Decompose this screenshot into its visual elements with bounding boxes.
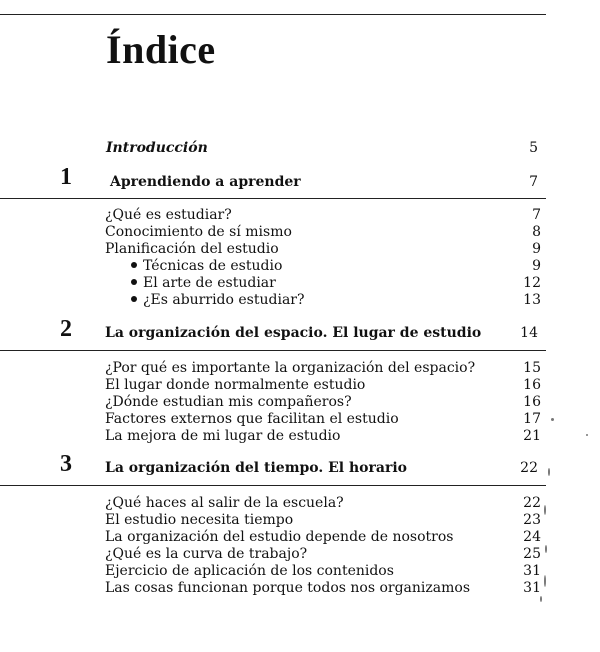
entry-page: 24 bbox=[523, 529, 541, 545]
entry-page: 9 bbox=[532, 241, 541, 257]
chapter-number: 1 bbox=[60, 164, 72, 190]
toc-entry bbox=[105, 546, 541, 563]
entry-text: La organización del estudio depende de nosotros bbox=[105, 529, 454, 545]
chapter-rule bbox=[0, 350, 546, 351]
top-rule bbox=[0, 14, 546, 15]
chapter-page: 14 bbox=[520, 325, 538, 341]
entry-page: 12 bbox=[523, 275, 541, 291]
entry-page: 21 bbox=[523, 428, 541, 444]
entry-text: El arte de estudiar bbox=[143, 275, 276, 291]
entry-text: Conocimiento de sí mismo bbox=[105, 224, 292, 240]
chapter-title: Aprendiendo a aprender bbox=[110, 174, 301, 190]
entry-text: El estudio necesita tiempo bbox=[105, 512, 294, 528]
chapter-rule bbox=[0, 485, 546, 486]
toc-entry bbox=[105, 292, 541, 309]
chapter-page: 22 bbox=[520, 460, 538, 476]
introduction-page: 5 bbox=[529, 140, 538, 156]
chapter-title: La organización del tiempo. El horario bbox=[105, 460, 407, 476]
bullet-icon bbox=[131, 296, 137, 302]
entry-text: ¿Qué es estudiar? bbox=[105, 207, 232, 223]
toc-entry bbox=[105, 241, 541, 258]
toc-entry bbox=[105, 411, 541, 428]
entry-text: Ejercicio de aplicación de los contenidos bbox=[105, 563, 394, 579]
scan-speck bbox=[545, 545, 547, 553]
entry-text: Técnicas de estudio bbox=[143, 258, 283, 274]
toc-entry bbox=[105, 207, 541, 224]
entry-page: 13 bbox=[523, 292, 541, 308]
scan-speck bbox=[544, 575, 546, 587]
entry-page: 16 bbox=[523, 394, 541, 410]
scan-speck bbox=[544, 505, 546, 515]
entry-page: 7 bbox=[532, 207, 541, 223]
entry-page: 23 bbox=[523, 512, 541, 528]
toc-entry bbox=[105, 360, 541, 377]
toc-entry bbox=[105, 275, 541, 292]
chapter-number: 3 bbox=[60, 451, 72, 477]
scan-speck bbox=[551, 418, 554, 421]
entry-page: 25 bbox=[523, 546, 541, 562]
entry-text: ¿Dónde estudian mis compañeros? bbox=[105, 394, 352, 410]
toc-entry bbox=[105, 512, 541, 529]
entry-page: 22 bbox=[523, 495, 541, 511]
entry-page: 31 bbox=[523, 563, 541, 579]
entry-page: 15 bbox=[523, 360, 541, 376]
entry-text: El lugar donde normalmente estudio bbox=[105, 377, 366, 393]
chapter-page: 7 bbox=[529, 174, 538, 190]
entry-page: 8 bbox=[532, 224, 541, 240]
entry-page: 31 bbox=[523, 580, 541, 596]
toc-entry bbox=[105, 394, 541, 411]
chapter-number: 2 bbox=[60, 316, 72, 342]
chapter-title: La organización del espacio. El lugar de estudio bbox=[105, 325, 482, 341]
entry-text: La mejora de mi lugar de estudio bbox=[105, 428, 341, 444]
toc-entry bbox=[105, 529, 541, 546]
entry-text: ¿Es aburrido estudiar? bbox=[143, 292, 305, 308]
toc-entry bbox=[105, 428, 541, 445]
scan-speck bbox=[586, 434, 588, 436]
toc-entry bbox=[105, 377, 541, 394]
entry-text: ¿Por qué es importante la organización del espacio? bbox=[105, 360, 476, 376]
entry-text: Planificación del estudio bbox=[105, 241, 279, 257]
toc-entry bbox=[105, 563, 541, 580]
entry-page: 9 bbox=[532, 258, 541, 274]
entry-text: ¿Qué haces al salir de la escuela? bbox=[105, 495, 344, 511]
toc-entry bbox=[105, 224, 541, 241]
entry-text: ¿Qué es la curva de trabajo? bbox=[105, 546, 308, 562]
page-title: Índice bbox=[106, 27, 216, 72]
entry-text: Las cosas funcionan porque todos nos organizamos bbox=[105, 580, 470, 596]
scan-speck bbox=[540, 596, 542, 602]
toc-entry bbox=[105, 258, 541, 275]
toc-entry bbox=[105, 495, 541, 512]
scan-speck bbox=[548, 468, 550, 476]
toc-entry bbox=[105, 580, 541, 597]
bullet-icon bbox=[131, 262, 137, 268]
introduction-label: Introducción bbox=[106, 140, 208, 156]
bullet-icon bbox=[131, 279, 137, 285]
chapter-rule bbox=[0, 198, 546, 199]
entry-text: Factores externos que facilitan el estudio bbox=[105, 411, 399, 427]
entry-page: 17 bbox=[523, 411, 541, 427]
entry-page: 16 bbox=[523, 377, 541, 393]
